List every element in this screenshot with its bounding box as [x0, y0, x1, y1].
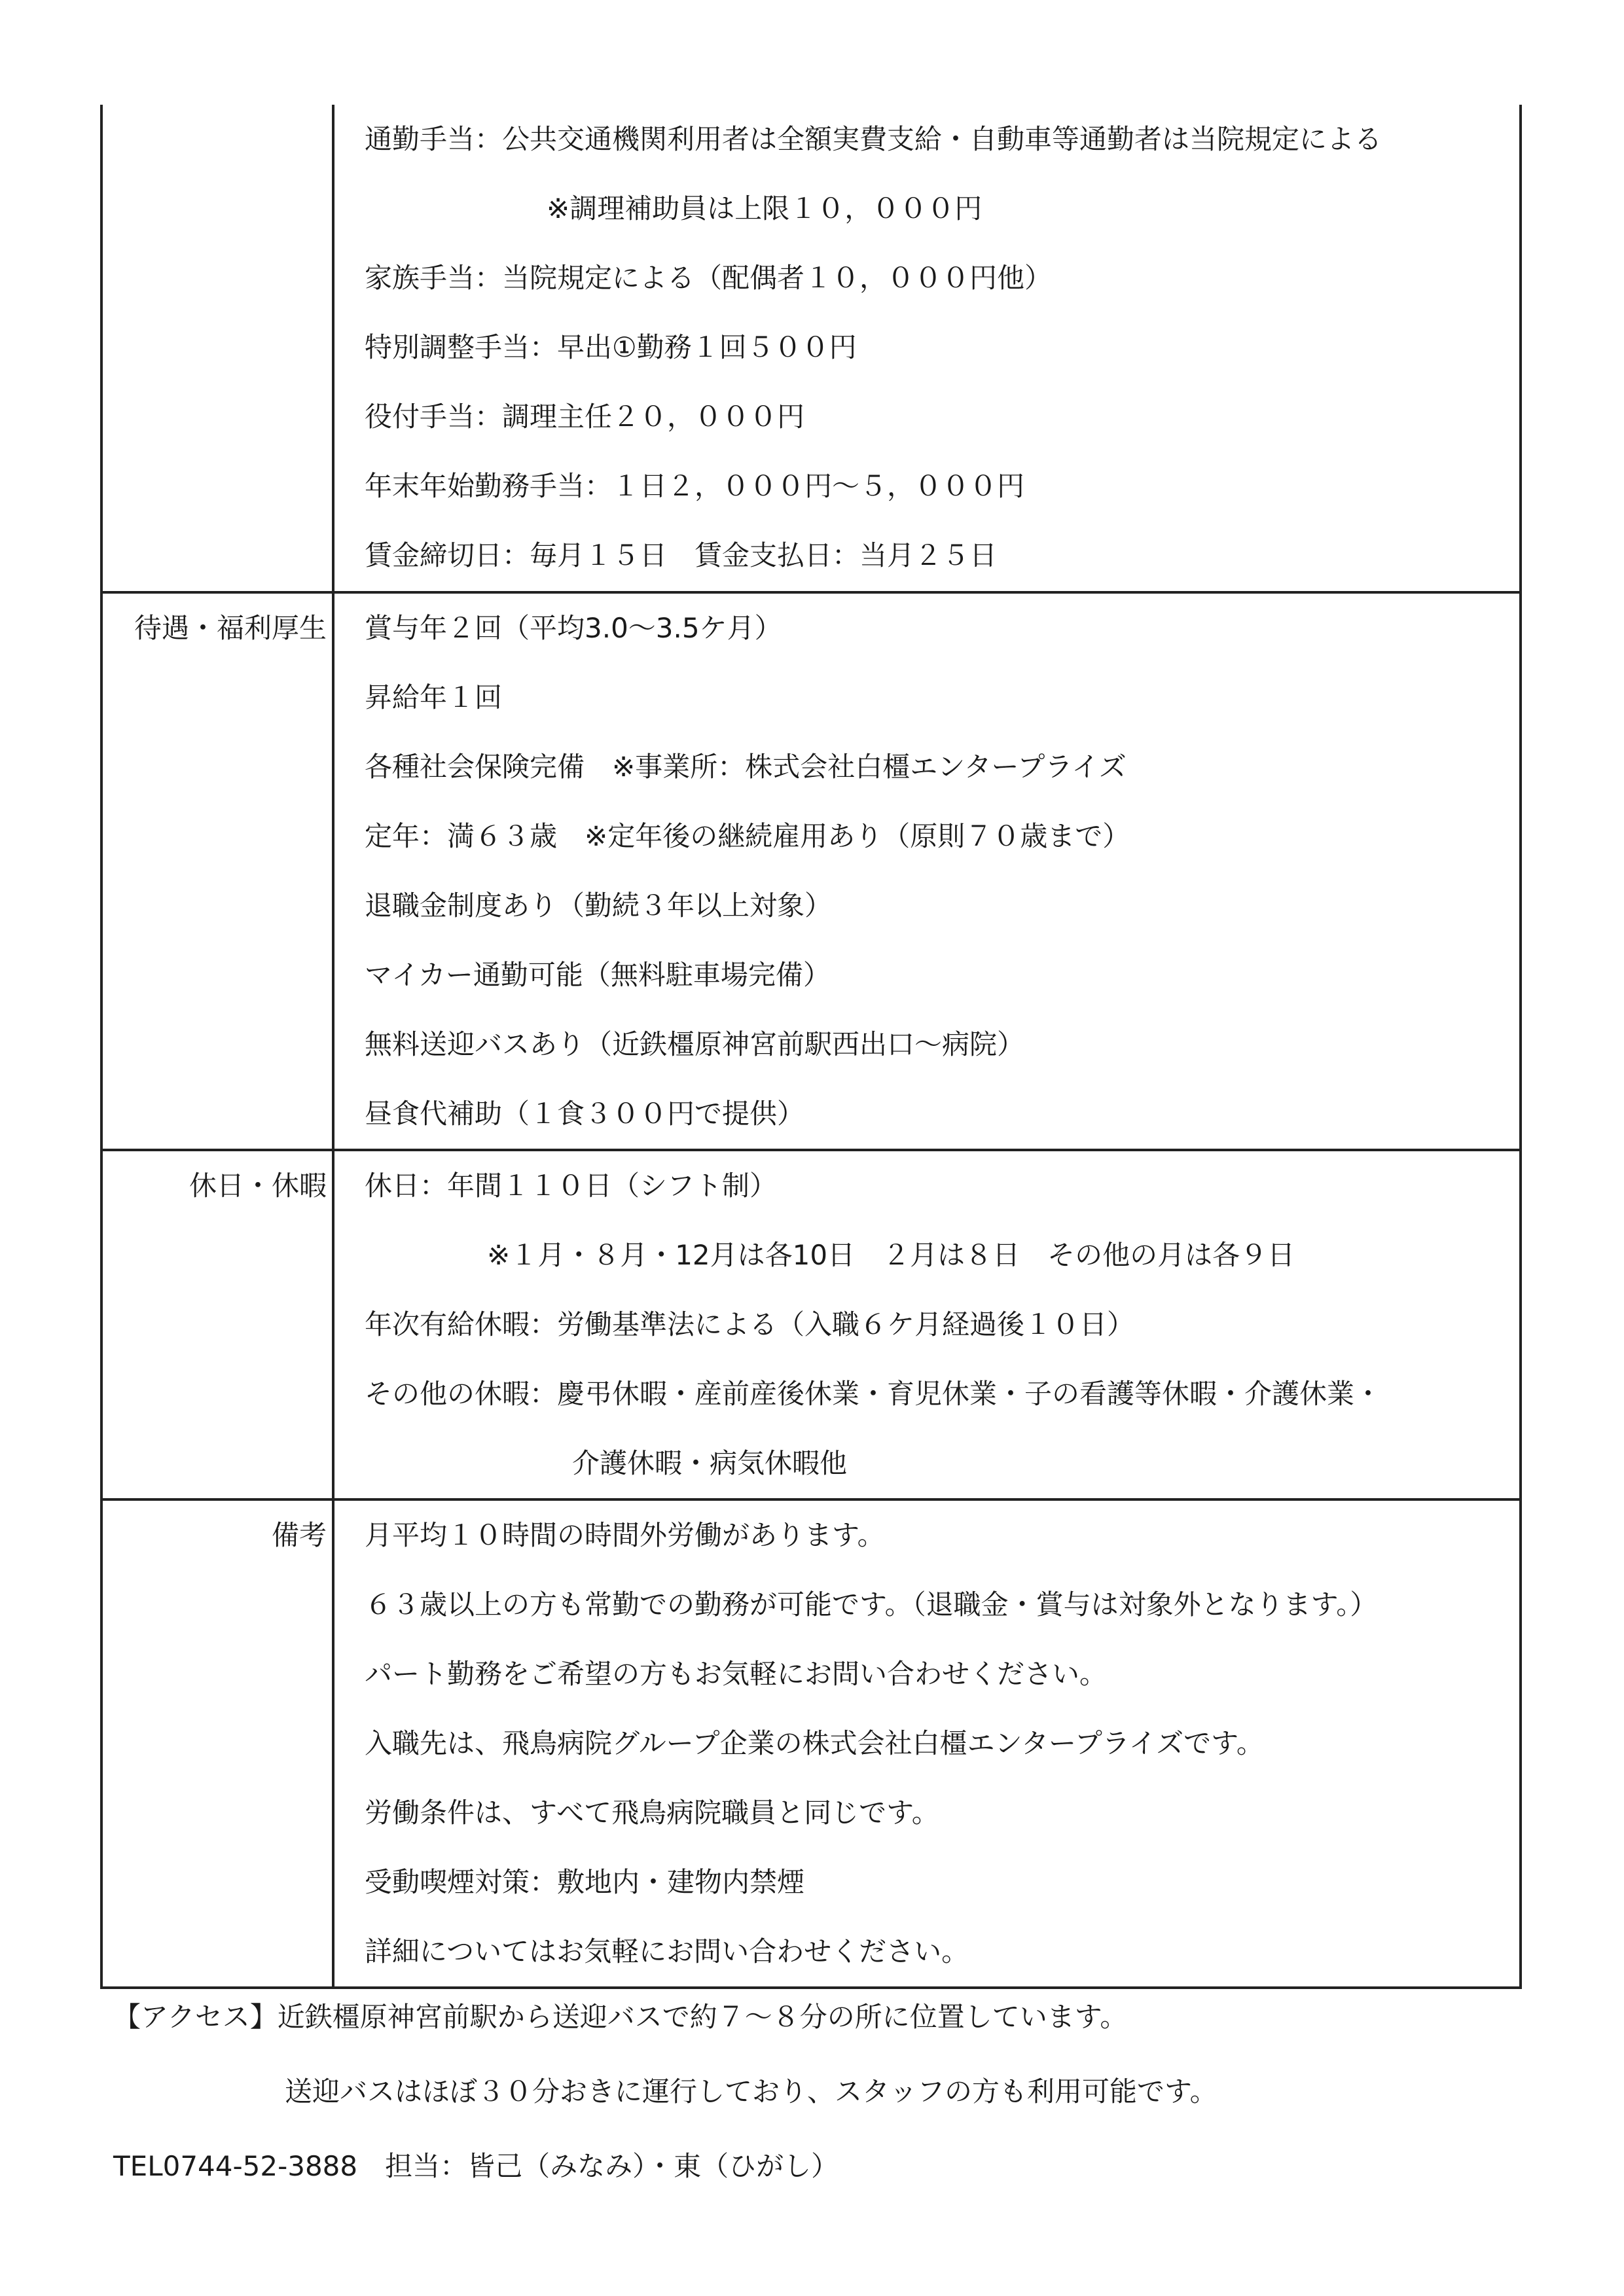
smoking-policy: 受動喫煙対策：敷地内・建物内禁煙	[365, 1866, 805, 1898]
remarks-content	[333, 1499, 1521, 1988]
lunch-subsidy: 昼食代補助（１食３００円で提供）	[365, 1098, 805, 1130]
paid-leave: 年次有給休暇：労働基準法による（入職６ケ月経過後１０日）	[365, 1308, 1135, 1340]
payroll-dates: 賃金締切日：毎月１５日 賃金支払日：当月２５日	[365, 539, 998, 571]
special-adjustment-allowance: 特別調整手当：早出①勤務１回５００円	[365, 331, 857, 363]
conditions-note: 労働条件は、すべて飛鳥病院職員と同じです。	[365, 1797, 939, 1829]
commute-allowance: 通勤手当：公共交通機関利用者は全額実費支給・自動車等通勤者は当院規定による	[365, 123, 1382, 155]
car-commute: マイカー通勤可能（無料駐車場完備）	[365, 959, 831, 991]
position-allowance: 役付手当：調理主任２０，０００円	[365, 401, 805, 433]
footer	[113, 1980, 1521, 2204]
bonus: 賞与年２回（平均3.0～3.5ケ月）	[365, 612, 782, 644]
bus-info: 送迎バスはほぼ３０分おきに運行しており、スタッフの方も利用可能です。	[285, 2075, 1218, 2108]
remarks-row	[101, 1499, 1521, 1988]
remarks-label: 備考	[101, 1499, 333, 1988]
inquiry-note: 詳細についてはお気軽にお問い合わせください。	[365, 1935, 969, 1967]
pay-raise: 昇給年１回	[365, 681, 503, 713]
other-leave-cont: 介護休暇・病気休暇他	[572, 1447, 848, 1479]
family-allowance: 家族手当：当院規定による（配偶者１０，０００円他）	[365, 262, 1053, 294]
row-label	[101, 105, 333, 592]
access-info: 【アクセス】近鉄橿原神宮前駅から送迎バスで約７～８分の所に位置しています。	[113, 2001, 1128, 2033]
shuttle-bus: 無料送迎バスあり（近鉄橿原神宮前駅西出口～病院）	[365, 1028, 1025, 1060]
benefits-label: 待遇・福利厚生	[101, 592, 333, 1150]
annual-holidays: 休日：年間１１０日（シフト制）	[365, 1170, 778, 1202]
severance-pay: 退職金制度あり（勤続３年以上対象）	[365, 889, 833, 922]
social-insurance: 各種社会保険完備 ※事業所：株式会社白橿エンタープライズ	[365, 751, 1127, 783]
retirement-age: 定年：満６３歳 ※定年後の継続雇用あり（原則７０歳まで）	[365, 820, 1130, 852]
contact-info: TEL0744-52-3888 担当：皆己（みなみ）・東（ひがし）	[113, 2150, 839, 2182]
monthly-holidays-note: ※１月・８月・12月は各10日 ２月は８日 その他の月は各９日	[487, 1239, 1295, 1271]
holidays-label: 休日・休暇	[101, 1150, 333, 1499]
benefits-content	[333, 592, 1521, 1150]
commute-allowance-note: ※調理補助員は上限１０，０００円	[547, 192, 983, 224]
wages-continued-row	[101, 105, 1521, 592]
holidays-row	[101, 1150, 1521, 1499]
part-time-note: パート勤務をご希望の方もお気軽にお問い合わせください。	[365, 1658, 1108, 1690]
other-leave: その他の休暇：慶弔休暇・産前産後休業・育児休業・子の看護等休暇・介護休業・	[365, 1378, 1382, 1410]
year-end-allowance: 年末年始勤務手当：１日２，０００円～５，０００円	[365, 470, 1025, 502]
holidays-content	[333, 1150, 1521, 1499]
job-terms-table	[100, 105, 1522, 1989]
benefits-row	[101, 592, 1521, 1150]
employer-note: 入職先は、飛鳥病院グループ企業の株式会社白橿エンタープライズです。	[365, 1727, 1264, 1759]
overtime-note: 月平均１０時間の時間外労働があります。	[365, 1519, 885, 1551]
over-63-note: ６３歳以上の方も常勤での勤務が可能です。（退職金・賞与は対象外となります。）	[365, 1588, 1378, 1621]
wages-content	[333, 105, 1521, 592]
